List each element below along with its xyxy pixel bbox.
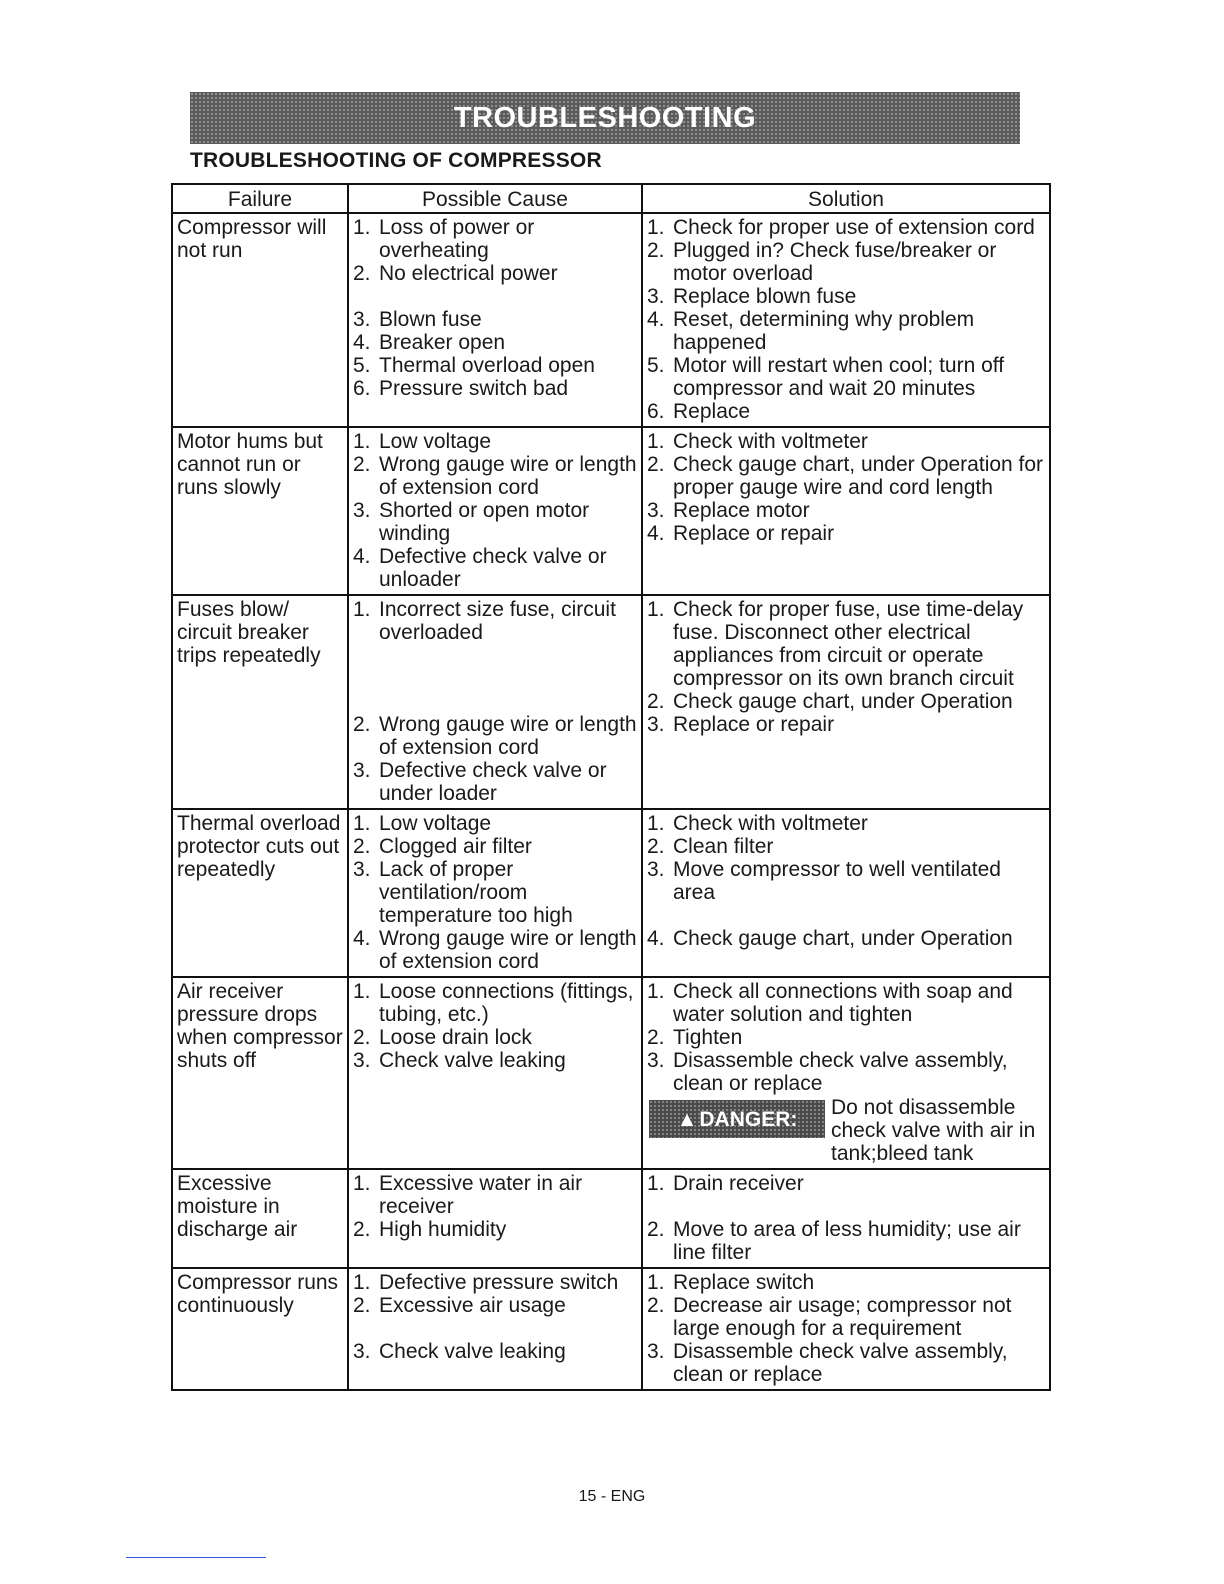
cause-item: 2. High humidity (353, 1218, 507, 1241)
cause-cell (348, 809, 642, 977)
cause-item: 1. Incorrect size fuse, circuit overloaded (353, 598, 616, 644)
table-row (172, 1169, 1050, 1268)
solution-cell (642, 1268, 1050, 1390)
warning-triangle-icon: ▲ (676, 1107, 698, 1131)
solution-item: 1. Check with voltmeter (647, 812, 868, 835)
solution-cell (642, 977, 1050, 1169)
cause-item: 3. Blown fuse (353, 308, 482, 331)
solution-item: 1. Check with voltmeter (647, 430, 868, 453)
cause-item: 5. Thermal overload open (353, 354, 595, 377)
solution-item: 1. Check all connections with soap and water solution and tighten (647, 980, 1013, 1026)
solution-cell (642, 595, 1050, 809)
cause-item: 1. Loose connections (fittings, tubing, etc.) (353, 980, 634, 1026)
solution-item: 2. Check gauge chart, under Operation for proper gauge wire and cord length (647, 453, 1044, 499)
cause-item: 1. Loss of power or overheating (353, 216, 535, 262)
solution-item: 3. Disassemble check valve assembly, clean or replace (647, 1049, 1008, 1095)
troubleshooting-banner (190, 92, 1020, 144)
header-possible-cause: Possible Cause (348, 184, 642, 213)
header-failure: Failure (172, 184, 348, 213)
solution-item: 2. Plugged in? Check fuse/breaker or motor overload (647, 239, 997, 285)
solution-item: 2. Move to area of less humidity; use air line filter (647, 1218, 1021, 1264)
danger-text: Do not disassemble check valve with air in tank;bleed tank (831, 1096, 1036, 1165)
cause-item: 3. Shorted or open motor winding (353, 499, 590, 545)
failure-cell: Motor hums but cannot run or runs slowly (172, 427, 348, 595)
solution-cell (642, 213, 1050, 427)
cause-item: 4. Wrong gauge wire or length of extension cord (353, 927, 637, 973)
cause-cell (348, 595, 642, 809)
cause-item: 2. Wrong gauge wire or length of extension cord (353, 713, 637, 759)
solution-cell (642, 427, 1050, 595)
danger-label: DANGER: (699, 1107, 798, 1131)
troubleshooting-table (171, 183, 1051, 1391)
solution-item: 5. Motor will restart when cool; turn off compressor and wait 20 minutes (647, 354, 1005, 400)
cause-cell (348, 1268, 642, 1390)
cause-cell (348, 213, 642, 427)
cause-item: 2. Excessive air usage (353, 1294, 566, 1317)
solution-item: 3. Replace motor (647, 499, 810, 522)
table-row (172, 1268, 1050, 1390)
solution-item: 3. Disassemble check valve assembly, clean or replace (647, 1340, 1008, 1386)
failure-cell: Thermal overload protector cuts out repeatedly (172, 809, 348, 977)
cause-item: 2. Clogged air filter (353, 835, 532, 858)
section-title: TROUBLESHOOTING OF COMPRESSOR (190, 149, 602, 172)
cause-item: 4. Breaker open (353, 331, 506, 354)
solution-item: 2. Check gauge chart, under Operation (647, 690, 1013, 713)
cause-item: 2. Wrong gauge wire or length of extension cord (353, 453, 637, 499)
solution-item: 3. Replace blown fuse (647, 285, 857, 308)
table-row (172, 595, 1050, 809)
solution-item: 3. Move compressor to well ventilated area (647, 858, 1001, 904)
banner-title: TROUBLESHOOTING (453, 101, 757, 134)
failure-cell: Air receiver pressure drops when compressor shuts off (172, 977, 348, 1169)
solution-item: 6. Replace (647, 400, 751, 423)
cause-item: 3. Check valve leaking (353, 1340, 566, 1363)
cause-item: 3. Lack of proper ventilation/room temperature too high (353, 858, 573, 927)
header-solution: Solution (642, 184, 1050, 213)
table-row (172, 213, 1050, 427)
cause-item: 3. Defective check valve or under loader (353, 759, 607, 805)
cause-item: 6. Pressure switch bad (353, 377, 569, 400)
solution-item: 4. Reset, determining why problem happened (647, 308, 975, 354)
solution-item: 2. Tighten (647, 1026, 743, 1049)
failure-cell: Excessive moisture in discharge air (172, 1169, 348, 1268)
bottom-divider (126, 1557, 266, 1558)
cause-item: 1. Low voltage (353, 430, 492, 453)
table-header-row (172, 184, 1050, 213)
cause-item: 3. Check valve leaking (353, 1049, 566, 1072)
solution-item: 1. Check for proper fuse, use time-delay fuse. Disconnect other electrical appliances from circuit or operate compressor on its own branch circuit (647, 598, 1024, 690)
solution-cell (642, 1169, 1050, 1268)
cause-cell (348, 977, 642, 1169)
solution-item: 4. Replace or repair (647, 522, 835, 545)
cause-item: 1. Low voltage (353, 812, 492, 835)
failure-cell: Compressor runs continuously (172, 1268, 348, 1390)
solution-item: 1. Replace switch (647, 1271, 815, 1294)
table-row (172, 809, 1050, 977)
solution-cell (642, 809, 1050, 977)
solution-item: 2. Decrease air usage; compressor not large enough for a requirement (647, 1294, 1012, 1340)
failure-cell: Compressor will not run (172, 213, 348, 427)
cause-cell (348, 427, 642, 595)
failure-cell: Fuses blow/ circuit breaker trips repeatedly (172, 595, 348, 809)
solution-item: 1. Drain receiver (647, 1172, 804, 1195)
table-row (172, 427, 1050, 595)
solution-item: 3. Replace or repair (647, 713, 835, 736)
cause-item: 4. Defective check valve or unloader (353, 545, 607, 591)
solution-item: 2. Clean filter (647, 835, 774, 858)
solution-item: 1. Check for proper use of extension cord (647, 216, 1035, 239)
danger-badge (649, 1100, 825, 1138)
cause-item: 1. Defective pressure switch (353, 1271, 619, 1294)
cause-cell (348, 1169, 642, 1268)
table-row (172, 977, 1050, 1169)
cause-item: 2. No electrical power (353, 262, 558, 285)
cause-item: 2. Loose drain lock (353, 1026, 532, 1049)
danger-warning (649, 1096, 1045, 1165)
solution-item: 4. Check gauge chart, under Operation (647, 927, 1013, 950)
page-number: 15 - ENG (578, 1488, 646, 1505)
cause-item: 1. Excessive water in air receiver (353, 1172, 583, 1218)
